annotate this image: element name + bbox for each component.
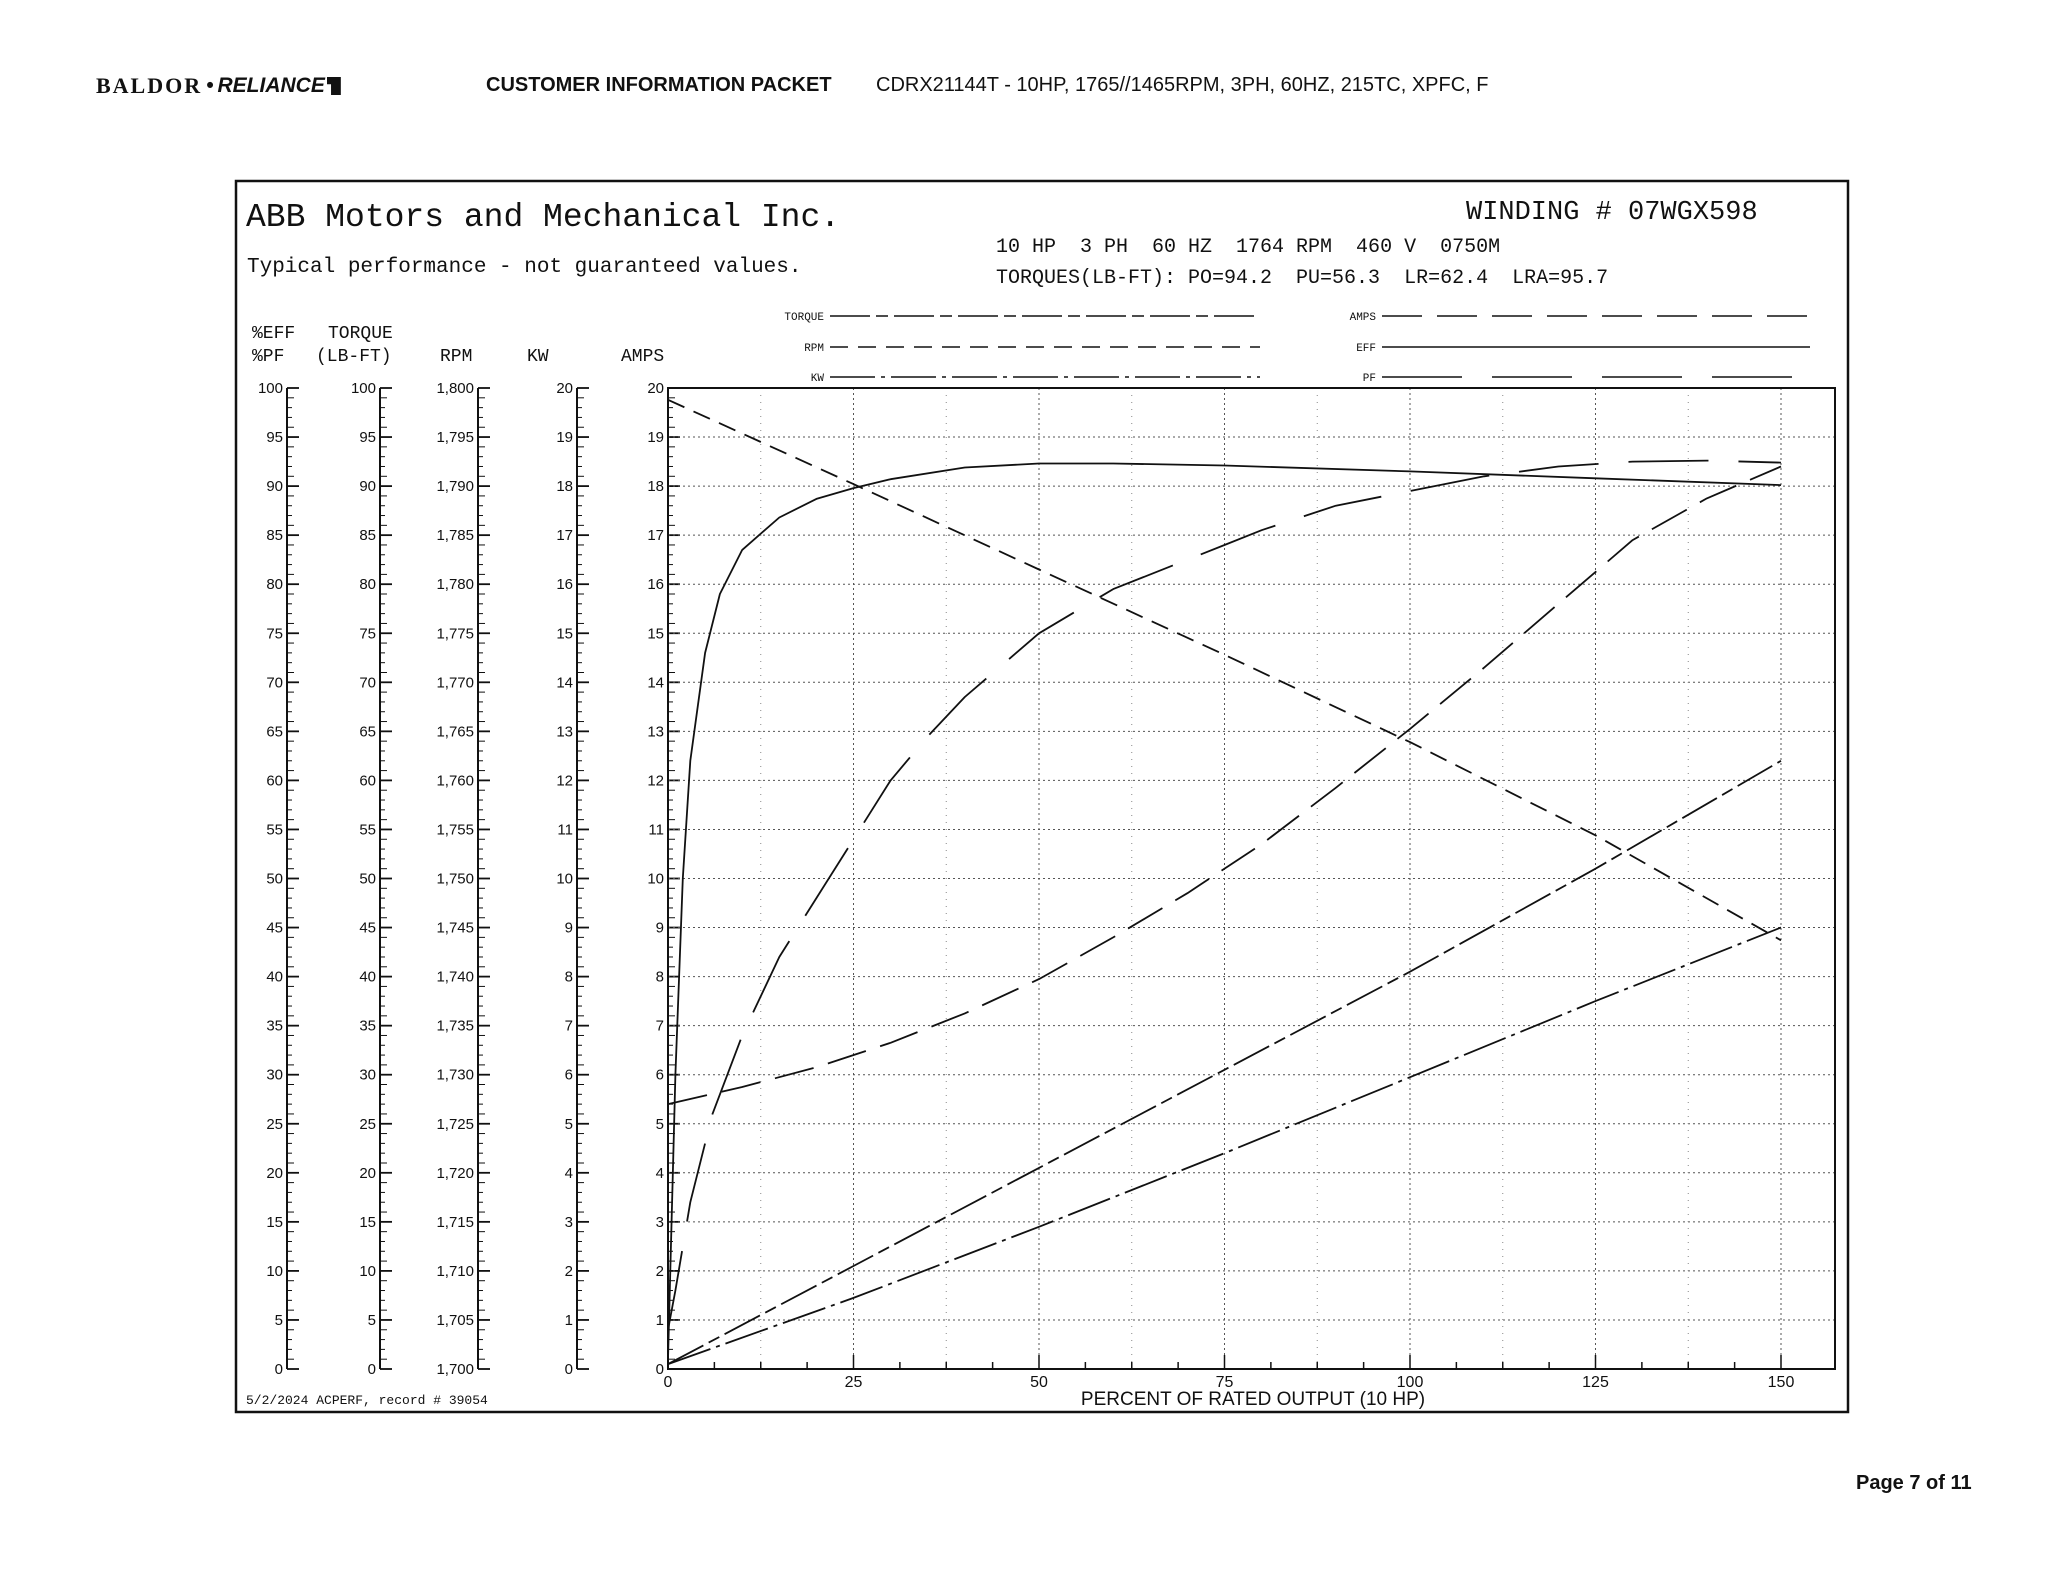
scale-tick-label: 16 (647, 576, 664, 594)
legend-label: PF (1362, 373, 1376, 385)
scale-tick-label: 1,735 (436, 1017, 474, 1035)
scale-tick-label: 20 (359, 1164, 376, 1182)
scale-tick-label: 14 (647, 674, 664, 692)
scale-tick-label: 60 (359, 772, 376, 790)
scale-tick-label: 1,750 (436, 870, 474, 888)
page-number: Page 7 of 11 (1856, 1472, 1972, 1494)
header-rpm: RPM (440, 347, 473, 367)
scale-tick-label: 1,725 (436, 1115, 474, 1133)
torques-line: TORQUES(LB-FT): PO=94.2 PU=56.3 LR=62.4 LRA=95.7 (996, 267, 1609, 290)
scale-tick-label: 80 (266, 576, 283, 594)
scale-tick-label: 7 (655, 1017, 664, 1035)
scale-tick-label: 1,795 (436, 429, 474, 447)
x-tick-label: 150 (1767, 1374, 1795, 1391)
scale-tick-label: 60 (266, 772, 283, 790)
header-torque-unit: (LB-FT) (316, 347, 392, 367)
scale-tick-label: 40 (359, 968, 376, 986)
scale-tick-label: 18 (647, 478, 664, 496)
brand-left: BALDOR (96, 73, 203, 98)
scale-tick-label: 50 (359, 870, 376, 888)
x-axis (664, 1355, 1795, 1391)
scale-tick-label: 1,745 (436, 919, 474, 937)
scale-tick-label: 1,770 (436, 674, 474, 692)
scale-tick-label: 55 (266, 821, 283, 839)
scale-tick-label: 19 (556, 429, 573, 447)
disclaimer: Typical performance - not guaranteed values. (247, 256, 802, 279)
scale-tick-label: 65 (359, 723, 376, 741)
x-tick-label: 0 (663, 1374, 673, 1391)
scale-tick-label: 3 (655, 1213, 664, 1231)
scale-tick-label: 35 (266, 1017, 283, 1035)
winding-number: WINDING # 07WGX598 (1466, 198, 1758, 228)
scale-tick-label: 90 (359, 478, 376, 496)
scale-tick-label: 1,765 (436, 723, 474, 741)
scale-tick-label: 90 (266, 478, 283, 496)
scale-tick-label: 1,720 (436, 1164, 474, 1182)
scale-tick-label: 50 (266, 870, 283, 888)
scale-tick-label: 20 (266, 1164, 283, 1182)
x-axis-label: PERCENT OF RATED OUTPUT (10 HP) (1080, 1389, 1426, 1410)
scale-tick-label: 16 (556, 576, 573, 594)
scale-tick-label: 40 (266, 968, 283, 986)
scale-tick-label: 65 (266, 723, 283, 741)
scale-tick-label: 13 (556, 723, 573, 741)
scale-tick-label: 25 (266, 1115, 283, 1133)
scale-tick-label: 6 (655, 1066, 664, 1084)
scale-tick-label: 15 (647, 625, 664, 643)
scale-tick-label: 100 (350, 380, 376, 397)
scale-tick-label: 30 (359, 1066, 376, 1084)
legend-label: KW (810, 373, 824, 385)
scale-tick-label: 6 (564, 1066, 573, 1084)
scale-tick-label: 5 (274, 1311, 283, 1329)
scale-tick-label: 10 (359, 1262, 376, 1280)
scale-tick-label: 7 (564, 1017, 573, 1035)
header-amps: AMPS (621, 347, 665, 367)
scale-tick-label: 35 (359, 1017, 376, 1035)
scale-tick-label: 0 (564, 1361, 573, 1378)
scale-tick-label: 2 (564, 1262, 573, 1280)
scale-tick-label: 1 (564, 1311, 573, 1329)
scale-tick-label: 0 (367, 1361, 376, 1378)
scale-tick-label: 75 (266, 625, 283, 643)
scale-tick-label: 19 (647, 429, 664, 447)
scale-tick-label: 85 (266, 527, 283, 545)
scale-tick-label: 1,715 (436, 1213, 474, 1231)
scale-tick-label: 5 (655, 1115, 664, 1133)
legend-label: EFF (1356, 343, 1376, 355)
scale-tick-label: 1,790 (436, 478, 474, 496)
scale-tick-label: 10 (266, 1262, 283, 1280)
scale-tick-label: 9 (564, 919, 573, 937)
scale-tick-label: 17 (647, 527, 664, 545)
scale-tick-label: 14 (556, 674, 573, 692)
x-tick-label: 125 (1582, 1374, 1609, 1391)
x-tick-label: 50 (1030, 1374, 1048, 1391)
scale-tick-label: 20 (556, 380, 573, 397)
scale-tick-label: 85 (359, 527, 376, 545)
legend-label: TORQUE (784, 312, 824, 324)
model-line: CDRX21144T - 10HP, 1765//1465RPM, 3PH, 60HZ, 215TC, XPFC, F (876, 74, 1489, 96)
scale-tick-label: 12 (556, 772, 573, 790)
scale-tick-label: 80 (359, 576, 376, 594)
scale-tick-label: 4 (655, 1164, 664, 1182)
scale-tick-label: 15 (266, 1213, 283, 1231)
scale-tick-label: 1,800 (436, 380, 474, 397)
scale-tick-label: 100 (257, 380, 283, 397)
scale-tick-label: 11 (648, 821, 664, 839)
scale-tick-label: 18 (556, 478, 573, 496)
scale-tick-label: 8 (655, 968, 664, 986)
x-tick-label: 25 (844, 1374, 863, 1391)
brand-right: RELIANCE (217, 74, 325, 97)
scale-tick-label: 9 (655, 919, 664, 937)
scale-tick-label: 1,780 (436, 576, 474, 594)
x-tick-label: 100 (1396, 1374, 1424, 1391)
scale-tick-label: 1,730 (436, 1066, 474, 1084)
x-tick-label: 75 (1215, 1374, 1234, 1391)
scale-tick-label: 1,700 (436, 1361, 474, 1378)
scale-tick-label: 1,775 (436, 625, 474, 643)
scale-tick-label: 3 (564, 1213, 573, 1231)
scale-tick-label: 95 (266, 429, 283, 447)
scale-tick-label: 8 (564, 968, 573, 986)
scale-tick-label: 45 (359, 919, 376, 937)
scale-tick-label: 55 (359, 821, 376, 839)
scale-tick-label: 17 (556, 527, 573, 545)
scale-tick-label: 70 (266, 674, 283, 692)
scale-tick-label: 10 (556, 870, 573, 888)
rating-line: 10 HP 3 PH 60 HZ 1764 RPM 460 V 0750M (996, 236, 1501, 259)
company-name: ABB Motors and Mechanical Inc. (246, 199, 841, 236)
legend-label: RPM (804, 343, 824, 355)
legend-label: AMPS (1349, 312, 1376, 324)
header-kw: KW (527, 347, 549, 367)
packet-title: CUSTOMER INFORMATION PACKET (486, 74, 832, 96)
scale-tick-label: 5 (367, 1311, 376, 1329)
y-scales (258, 380, 680, 1378)
legend (784, 312, 1810, 385)
scale-tick-label: 25 (359, 1115, 376, 1133)
scale-tick-label: 12 (647, 772, 664, 790)
scale-tick-label: 13 (647, 723, 664, 741)
scale-tick-label: 1,755 (436, 821, 474, 839)
scale-tick-label: 2 (655, 1262, 664, 1280)
scale-tick-label: 1,705 (436, 1311, 474, 1329)
scale-tick-label: 5 (564, 1115, 573, 1133)
scale-tick-label: 30 (266, 1066, 283, 1084)
scale-tick-label: 0 (655, 1361, 664, 1378)
record-stamp: 5/2/2024 ACPERF, record # 39054 (246, 1393, 488, 1408)
scale-tick-label: 75 (359, 625, 376, 643)
scale-tick-label: 4 (564, 1164, 573, 1182)
scale-tick-label: 20 (647, 380, 664, 397)
scale-tick-label: 70 (359, 674, 376, 692)
scale-tick-label: 15 (359, 1213, 376, 1231)
scale-tick-label: 45 (266, 919, 283, 937)
scale-tick-label: 11 (557, 821, 573, 839)
scale-tick-label: 10 (647, 870, 664, 888)
brand-separator: • (206, 74, 214, 97)
scale-tick-label: 1,740 (436, 968, 474, 986)
scale-tick-label: 1,785 (436, 527, 474, 545)
scale-tick-label: 15 (556, 625, 573, 643)
header-pct-pf: %PF (252, 347, 285, 367)
header-torque: TORQUE (328, 324, 393, 344)
scale-tick-label: 1,760 (436, 772, 474, 790)
scale-tick-label: 95 (359, 429, 376, 447)
scale-tick-label: 1 (655, 1311, 664, 1329)
scale-tick-label: 0 (274, 1361, 283, 1378)
scale-tick-label: 1,710 (436, 1262, 474, 1280)
header-pct-eff: %EFF (252, 324, 296, 344)
